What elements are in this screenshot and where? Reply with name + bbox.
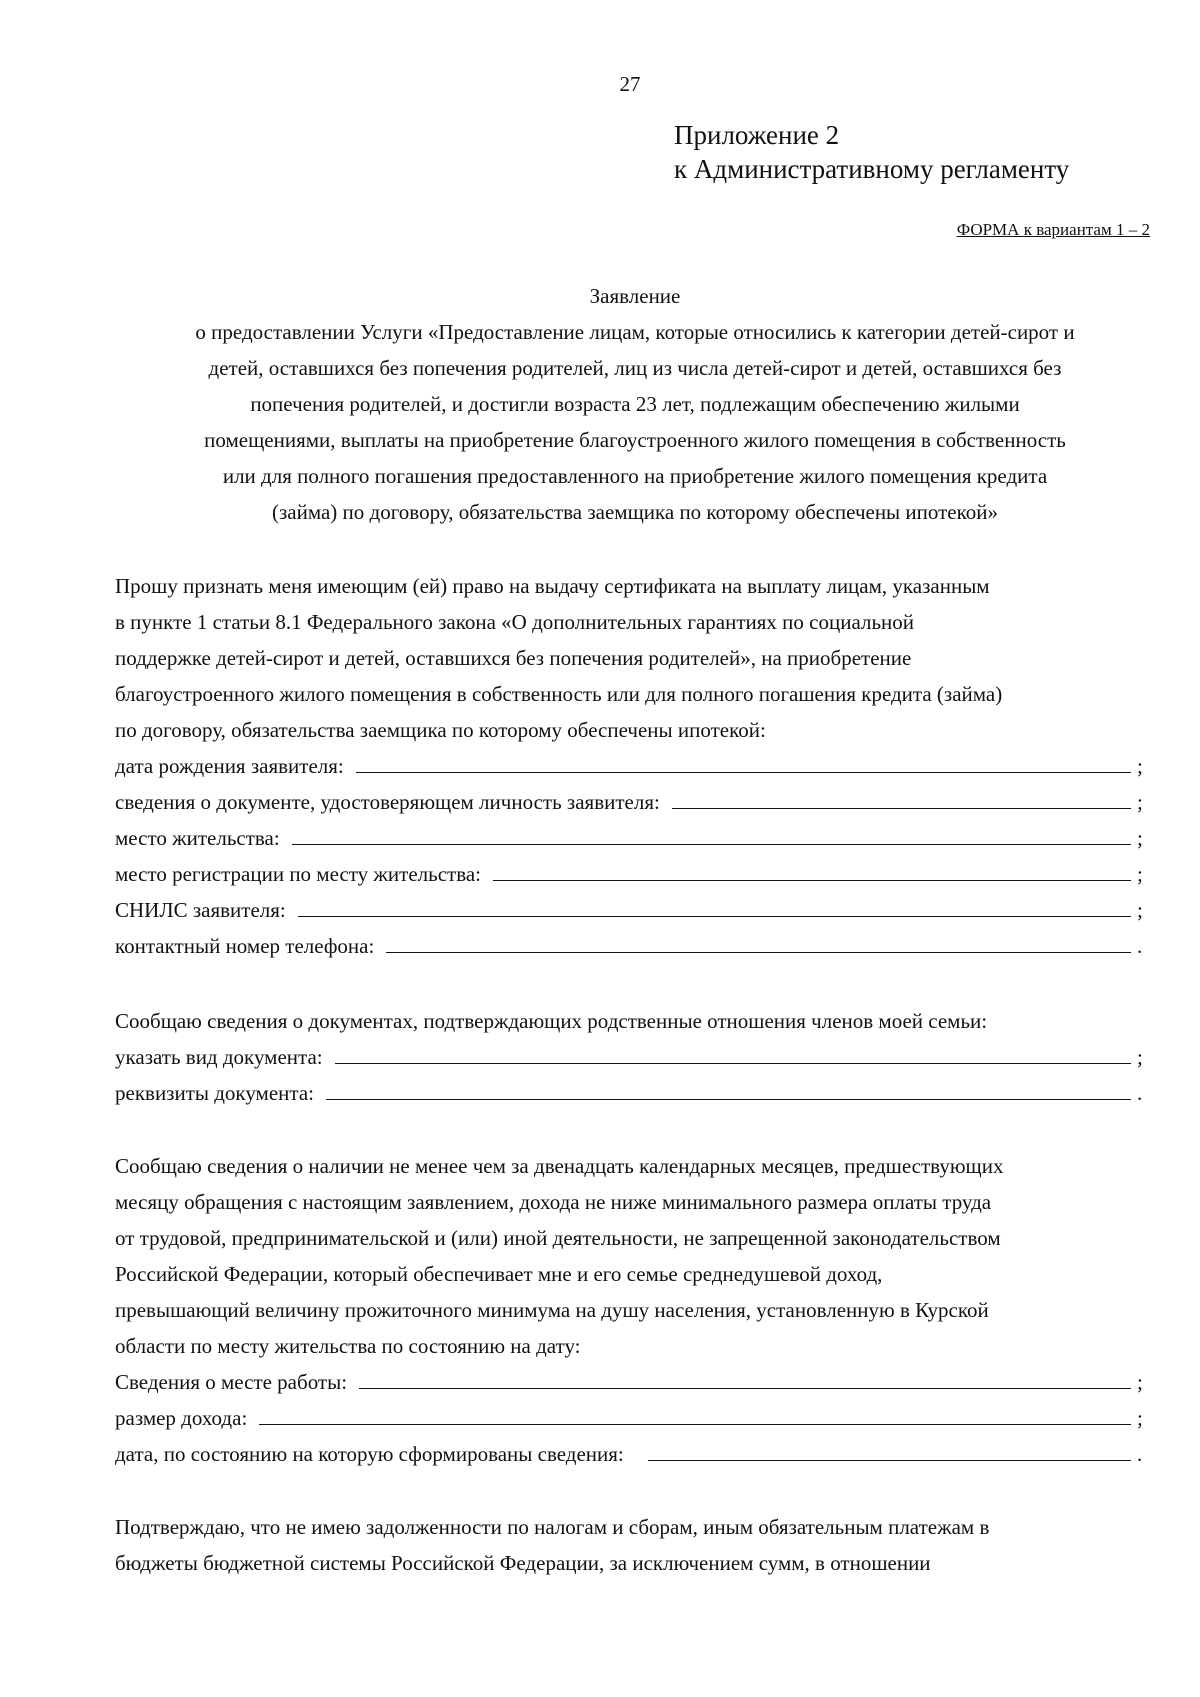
- fill-line[interactable]: [356, 748, 1131, 773]
- fill-line[interactable]: [292, 820, 1131, 845]
- title-line: попечения родителей, и достигли возраста 23 лет, подлежащим обеспечению жилыми: [250, 392, 1020, 416]
- field-label: дата, по состоянию на которую сформированы сведения:: [115, 1442, 624, 1466]
- paragraph-line: месяцу обращения с настоящим заявлением, дохода не ниже минимального размера оплаты труда: [115, 1190, 992, 1214]
- section-no-debt: [115, 1509, 1145, 1581]
- info-date-field[interactable]: дата, по состоянию на которую сформированы сведения: .: [115, 1436, 1145, 1472]
- field-label: контактный номер телефона:: [115, 934, 375, 958]
- appendix-header: [674, 118, 1069, 186]
- paragraph-line: Подтверждаю, что не имею задолженности по налогам и сборам, иным обязательным платежам в: [115, 1515, 990, 1539]
- field-label: место жительства:: [115, 826, 280, 850]
- fill-line[interactable]: [386, 928, 1131, 953]
- title-line: детей, оставшихся без попечения родителей, лиц из числа детей-сирот и детей, оставшихся без: [208, 356, 1062, 380]
- appendix-line-2: к Административному регламенту: [674, 154, 1070, 184]
- identity-document-field[interactable]: сведения о документе, удостоверяющем личность заявителя: ;: [115, 784, 1145, 820]
- paragraph-line: Сообщаю сведения о наличии не менее чем за двенадцать календарных месяцев, предшествующих: [115, 1154, 1004, 1178]
- application-title: [100, 278, 1170, 530]
- paragraph-line: по договору, обязательства заемщика по которому обеспечены ипотекой:: [115, 718, 766, 742]
- income-paragraph: [115, 1148, 1145, 1364]
- paragraph-line: в пункте 1 статьи 8.1 Федерального закона «О дополнительных гарантиях по социальной: [115, 610, 914, 634]
- fill-line[interactable]: [259, 1400, 1131, 1425]
- income-amount-field[interactable]: размер дохода: ;: [115, 1400, 1145, 1436]
- workplace-field[interactable]: Сведения о месте работы: ;: [115, 1364, 1145, 1400]
- document-details-field[interactable]: реквизиты документа: .: [115, 1075, 1145, 1111]
- title-line: помещениями, выплаты на приобретение благоустроенного жилого помещения в собственность: [204, 428, 1066, 452]
- fill-line[interactable]: [672, 784, 1131, 809]
- field-label: СНИЛС заявителя:: [115, 898, 286, 922]
- section-request: [115, 568, 1145, 964]
- registration-field[interactable]: место регистрации по месту жительства: ;: [115, 856, 1145, 892]
- page-number: 27: [619, 72, 641, 96]
- field-label: Сведения о месте работы:: [115, 1370, 348, 1394]
- fill-line[interactable]: [359, 1364, 1131, 1389]
- residence-field[interactable]: место жительства: ;: [115, 820, 1145, 856]
- fill-line[interactable]: [326, 1075, 1131, 1100]
- field-label: сведения о документе, удостоверяющем личность заявителя:: [115, 790, 660, 814]
- section-income: [115, 1148, 1145, 1472]
- field-label: дата рождения заявителя:: [115, 754, 344, 778]
- fill-line[interactable]: [648, 1436, 1131, 1461]
- fill-line[interactable]: [298, 892, 1131, 917]
- paragraph-line: поддержке детей-сирот и детей, оставшихся без попечения родителей», на приобретение: [115, 646, 912, 670]
- phone-field[interactable]: контактный номер телефона: .: [115, 928, 1145, 964]
- birth-date-field[interactable]: дата рождения заявителя: ;: [115, 748, 1145, 784]
- form-variant-tag: ФОРМА к вариантам 1 – 2: [956, 220, 1150, 239]
- section-family-documents: [115, 1003, 1145, 1111]
- document-type-field[interactable]: указать вид документа: ;: [115, 1039, 1145, 1075]
- title-line: (займа) по договору, обязательства заемщика по которому обеспечены ипотекой»: [271, 500, 998, 524]
- paragraph-line: превышающий величину прожиточного минимума на душу населения, установленную в Курской: [115, 1298, 989, 1322]
- fill-line[interactable]: [335, 1039, 1131, 1064]
- field-label: размер дохода:: [115, 1406, 248, 1430]
- field-label: место регистрации по месту жительства:: [115, 862, 482, 886]
- no-debt-paragraph: [115, 1509, 1145, 1581]
- paragraph-line: Российской Федерации, который обеспечивает мне и его семье среднедушевой доход,: [115, 1262, 883, 1286]
- title-line: или для полного погашения предоставленного на приобретение жилого помещения кредита: [222, 464, 1048, 488]
- request-paragraph: [115, 568, 1145, 748]
- paragraph-line: от трудовой, предпринимательской и (или) иной деятельности, не запрещенной законодательством: [115, 1226, 1001, 1250]
- paragraph-line: благоустроенного жилого помещения в собственность или для полного погашения кредита (займа): [115, 682, 1003, 706]
- appendix-line-1: Приложение 2: [674, 120, 840, 150]
- snils-field[interactable]: СНИЛС заявителя: ;: [115, 892, 1145, 928]
- fill-line[interactable]: [493, 856, 1131, 881]
- title-line: о предоставлении Услуги «Предоставление лицам, которые относились к категории детей-сирот и: [195, 320, 1075, 344]
- paragraph-line: бюджеты бюджетной системы Российской Федерации, за исключением сумм, в отношении: [115, 1551, 931, 1575]
- field-label: реквизиты документа:: [115, 1081, 314, 1105]
- field-label: указать вид документа:: [115, 1045, 323, 1069]
- title-heading: Заявление: [589, 284, 681, 308]
- paragraph-line: Прошу признать меня имеющим (ей) право на выдачу сертификата на выплату лицам, указанным: [115, 574, 990, 598]
- paragraph-line: Сообщаю сведения о документах, подтверждающих родственные отношения членов моей семьи:: [115, 1009, 988, 1033]
- paragraph-line: области по месту жительства по состоянию на дату:: [115, 1334, 581, 1358]
- family-documents-paragraph: [115, 1003, 1145, 1039]
